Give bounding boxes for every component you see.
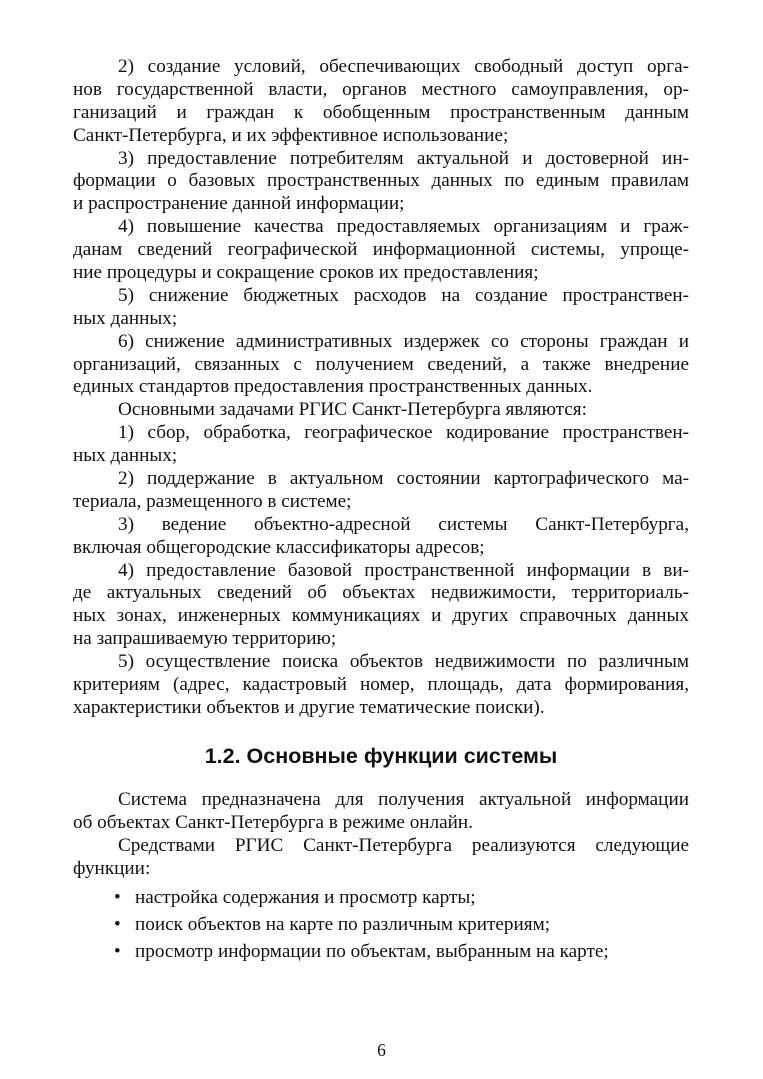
text-line: 2) создание условий, обеспечивающих свободный доступ орга- — [118, 56, 689, 77]
paragraph-functions-intro — [73, 835, 689, 881]
text-line: единых стандартов предоставления пространственных данных. — [73, 376, 593, 398]
text-line: ние процедуры и сокращение сроков их предоставления; — [73, 262, 539, 284]
text-line: формации о базовых пространственных данных по единым правилам — [73, 170, 689, 192]
paragraph-tasks-intro — [73, 399, 689, 422]
text-line: об объектах Санкт-Петербурга в режиме онлайн. — [73, 811, 473, 833]
bullet-icon: • — [114, 887, 121, 909]
text-line: ных данных; — [73, 307, 178, 329]
paragraph-task-5 — [73, 651, 689, 720]
list-item — [73, 884, 689, 911]
list-item-text: настройка содержания и просмотр карты; — [135, 887, 476, 909]
page-number: 6 — [377, 1040, 386, 1060]
text-line: териала, размещенного в системе; — [73, 490, 352, 512]
text-line: на запрашиваемую территорию; — [73, 628, 337, 650]
text-line: 2) поддержание в актуальном состоянии картографического ма- — [118, 468, 689, 490]
list-item — [73, 911, 689, 938]
section-heading: 1.2. Основные функции системы — [204, 743, 558, 768]
text-line: 1) сбор, обработка, географическое кодирование пространствен- — [118, 422, 689, 444]
paragraph-task-2 — [73, 468, 689, 514]
text-line: ных данных; — [73, 445, 178, 467]
text-line: организаций, связанных с получением сведений, а также внедрение — [73, 353, 689, 375]
text-line: Средствами РГИС Санкт-Петербурга реализуются следующие — [118, 834, 689, 856]
text-line: 3) предоставление потребителям актуальной и достоверной ин- — [118, 147, 689, 169]
text-line: 5) осуществление поиска объектов недвижимости по различным — [118, 651, 689, 673]
paragraph-item-3 — [73, 148, 689, 217]
text-line: включая общегородские классификаторы адресов; — [73, 536, 485, 558]
functions-bullet-list — [73, 884, 689, 965]
paragraph-item-6 — [73, 331, 689, 400]
paragraph-item-2 — [73, 56, 689, 148]
list-item — [73, 938, 689, 965]
text-line: критериям (адрес, кадастровый номер, площадь, дата формирования, — [73, 674, 689, 696]
paragraph-system-intro — [73, 789, 689, 835]
text-line: данам сведений географической информационной системы, упроще- — [73, 239, 689, 261]
text-line: и распространение данной информации; — [73, 193, 405, 215]
bullet-icon: • — [114, 914, 121, 936]
text-line: характеристики объектов и другие тематические поиски). — [73, 696, 545, 718]
text-line: Санкт-Петербурга, и их эффективное использование; — [73, 124, 509, 146]
paragraph-task-3 — [73, 514, 689, 560]
text-line: Система предназначена для получения актуальной информации — [118, 788, 689, 810]
text-line: 3) ведение объектно-адресной системы Санкт-Петербурга, — [118, 513, 689, 535]
text-line: 6) снижение административных издержек со стороны граждан и — [118, 330, 689, 352]
text-line: 5) снижение бюджетных расходов на создание пространствен- — [118, 284, 689, 306]
text-line: функции: — [73, 857, 151, 879]
text-line: 4) предоставление базовой пространственной информации в ви- — [118, 559, 689, 581]
page-body — [73, 56, 689, 965]
list-item-text: просмотр информации по объектам, выбранным на карте; — [135, 941, 609, 963]
text-line: 4) повышение качества предоставляемых организациям и граж- — [118, 216, 689, 238]
text-line: де актуальных сведений об объектах недвижимости, территориаль- — [73, 582, 689, 604]
paragraph-item-5 — [73, 285, 689, 331]
paragraph-task-4 — [73, 560, 689, 652]
paragraph-item-4 — [73, 216, 689, 285]
text-line: ганизаций и граждан к обобщенным пространственным данным — [73, 101, 689, 123]
text-line: ных зонах, инженерных коммуникациях и других справочных данных — [73, 605, 689, 627]
list-item-text: поиск объектов на карте по различным критериям; — [135, 914, 551, 936]
bullet-icon: • — [114, 941, 121, 963]
text-line: нов государственной власти, органов местного самоуправления, ор- — [73, 78, 689, 100]
paragraph-task-1 — [73, 422, 689, 468]
text-line: Основными задачами РГИС Санкт-Петербурга являются: — [118, 399, 587, 421]
